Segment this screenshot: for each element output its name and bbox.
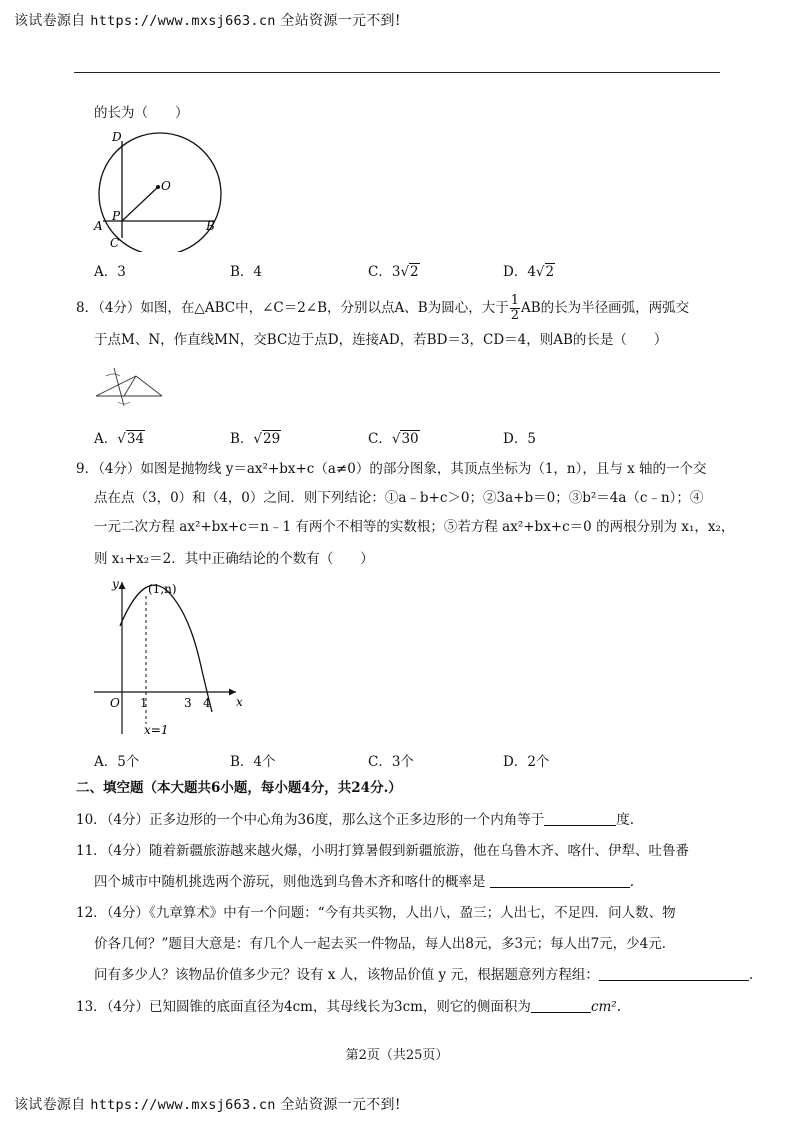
q7-option-b[interactable]: B．4 (230, 264, 263, 280)
label-a: A (94, 219, 103, 233)
watermark-suffix: 全站资源一元不到! (280, 1097, 401, 1113)
q7-option-a[interactable]: A．3 (94, 264, 126, 280)
q8-option-c[interactable]: C．√30 (368, 431, 419, 447)
label-b: B (206, 219, 215, 233)
q8-line1: 8．（4分）如图，在△ABC中，∠C＝2∠B，分别以点A、B为圆心，大于 $\frac{1}{2}$ AB的长为半径画弧，两弧交 (76, 293, 690, 323)
watermark-prefix: 该试卷源自 (14, 13, 86, 29)
label-o: O (161, 179, 171, 193)
q10: 10．（4分）正多边形的一个中心角为36度，那么这个正多边形的一个内角等于 度. (76, 812, 635, 828)
symmetry-label: x=1 (144, 723, 169, 737)
watermark-suffix: 全站资源一元不到! (280, 13, 401, 29)
q9-option-d[interactable]: D．2个 (503, 754, 550, 770)
q8-triangle-figure (92, 362, 168, 412)
q8-option-b[interactable]: B．√29 (230, 431, 281, 447)
q13: 13．（4分）已知圆锥的底面直径为4cm，其母线长为3cm，则它的侧面积为 cm². (76, 999, 622, 1015)
header-rule (74, 72, 720, 73)
label-c: C (110, 236, 120, 250)
q7-circle-figure (86, 124, 232, 252)
tick-3: 3 (184, 696, 192, 710)
q10-answer-blank[interactable] (544, 811, 616, 826)
x-label: x (236, 695, 243, 709)
q8-option-a[interactable]: A．√34 (94, 431, 145, 447)
watermark-url[interactable]: https://www.mxsj663.cn (90, 13, 276, 29)
watermark-top (14, 10, 401, 30)
q9-line2: 点在点（3，0）和（4，0）之间．则下列结论：①a﹣b+c＞0；②3a+b＝0；③b²＝4a（c﹣n）；④ (94, 490, 704, 506)
watermark-url[interactable]: https://www.mxsj663.cn (90, 1097, 276, 1113)
q12-line2: 价各几何？”题目大意是：有几个人一起去买一件物品，每人出8元，多3元；每人出7元，少4元． (94, 936, 676, 952)
y-label: y (112, 577, 119, 591)
label-d: D (112, 130, 122, 144)
label-p: P (112, 209, 121, 223)
q7-option-c[interactable]: C．3√2 (368, 264, 419, 280)
q13-answer-blank[interactable] (531, 998, 591, 1013)
q8-number: 8． (76, 300, 99, 316)
center-point (156, 185, 160, 189)
watermark-bottom (14, 1094, 401, 1114)
q8-option-d[interactable]: D．5 (503, 431, 536, 447)
q8-score: （4分） (98, 300, 141, 316)
q9-option-a[interactable]: A．5个 (94, 754, 140, 770)
q12-line3: 问有多少人？该物品价值多少元？设有 x 人，该物品价值 y 元，根据题意列方程组： . (94, 967, 754, 983)
watermark-prefix: 该试卷源自 (14, 1097, 86, 1113)
q9-option-c[interactable]: C．3个 (368, 754, 414, 770)
vertex-label: (1,n) (148, 582, 177, 596)
q12-line1: 12．（4分）《九章算术》中有一个问题：“今有共买物，人出八，盈三；人出七，不足四．问人数、物 (76, 905, 676, 921)
q12-answer-blank[interactable] (599, 966, 749, 981)
q7-stem-tail: 的长为（ ） (94, 105, 189, 121)
q9-parabola-graph (90, 574, 260, 744)
q8-line2: 于点M、N，作直线MN，交BC边于点D，连接AD，若BD＝3，CD＝4，则AB的长是（ ） (94, 332, 668, 348)
segment-po (122, 187, 158, 221)
q9-number: 9． (76, 461, 99, 477)
origin-label: O (110, 696, 120, 710)
q9-option-b[interactable]: B．4个 (230, 754, 276, 770)
q9-score: （4分） (98, 461, 141, 477)
tick-1: 1 (140, 696, 148, 710)
q11-line2: 四个城市中随机挑选两个游玩，则他选到乌鲁木齐和喀什的概率是 . (94, 874, 635, 890)
q7-option-d[interactable]: D．4√2 (503, 264, 555, 280)
q9-line4: 则 x₁+x₂＝2．其中正确结论的个数有（ ） (94, 551, 374, 567)
q9-line1: 9．（4分）如图是抛物线 y＝ax²+bx+c（a≠0）的部分图象，其顶点坐标为（1，n），且与 x 轴的一个交 (76, 461, 707, 477)
q11-answer-blank[interactable] (490, 873, 630, 888)
page-footer: 第2页（共25页） (345, 1048, 449, 1063)
parabola-curve (120, 585, 212, 712)
q9-line3: 一元二次方程 ax²+bx+c＝n﹣1 有两个不相等的实数根；⑤若方程 ax²+bx+c＝0 的两根分别为 x₁，x₂， (94, 519, 735, 535)
q11-line1: 11．（4分）随着新疆旅游越来越火爆，小明打算暑假到新疆旅游，他在乌鲁木齐、喀什、伊犁、吐鲁番 (76, 843, 690, 859)
circle-o (99, 133, 221, 252)
section-2-title: 二、填空题（本大题共6小题，每小题4分，共24分.） (76, 780, 402, 796)
tick-4: 4 (203, 696, 211, 710)
one-half-fraction: $\frac{1}{2}$ (510, 293, 519, 323)
